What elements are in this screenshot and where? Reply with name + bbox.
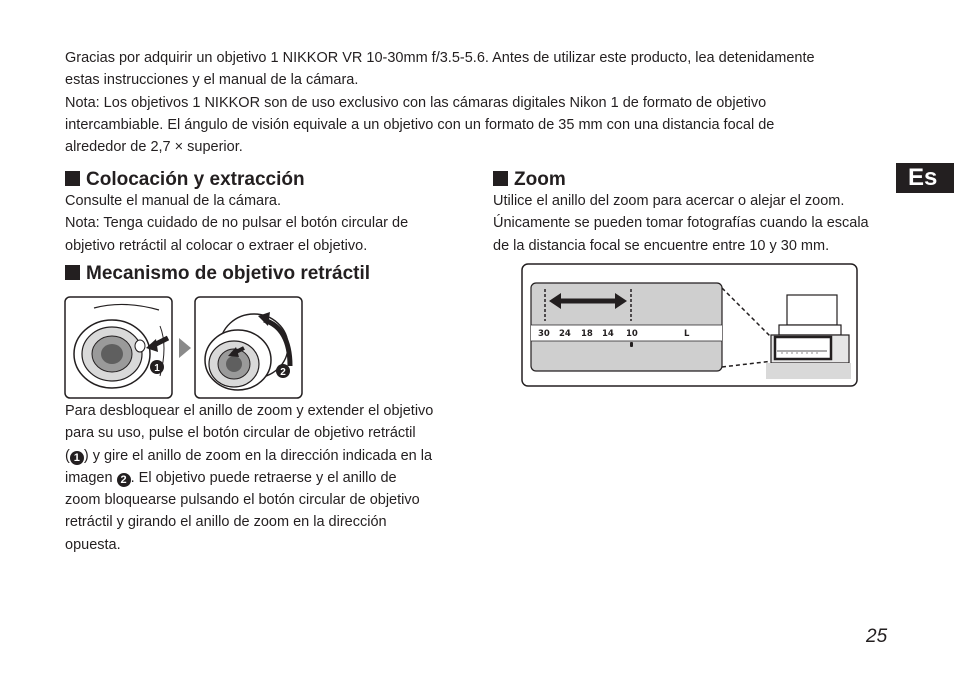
retract-body	[65, 400, 433, 556]
retract-line: Para desbloquear el anillo de zoom y extender el objetivo	[65, 403, 434, 419]
retract-line-rest: . El objetivo puede retraerse y el anillo de	[130, 469, 397, 486]
intro-line: Gracias por adquirir un objetivo 1 NIKKOR VR 10-30mm f/3.5-5.6. Antes de utilizar este producto, lea detenidamente	[65, 50, 815, 66]
retract-line: para su uso, pulse el botón circular de objetivo retráctil	[65, 425, 416, 442]
scale-label-30: 30	[538, 329, 550, 339]
zoom-heading-text: Zoom	[514, 169, 566, 190]
mount-heading	[65, 169, 305, 191]
focal-scale-closeup	[531, 283, 722, 371]
zoom-figure	[521, 263, 859, 389]
lens-panel-1	[65, 297, 172, 398]
retract-line-start: imagen	[65, 469, 117, 486]
retract-line	[65, 467, 433, 489]
retract-heading-text: Mecanismo de objetivo retráctil	[86, 263, 371, 284]
paren-open: (	[65, 447, 70, 464]
page-number: 25	[866, 626, 888, 647]
retract-line	[65, 445, 433, 467]
retract-heading	[65, 263, 370, 285]
lens-panel-2	[195, 297, 302, 398]
zoom-line: de la distancia focal se encuentre entre 10 y 30 mm.	[493, 237, 830, 254]
scale-label-L: L	[684, 329, 690, 339]
mount-body	[65, 190, 408, 257]
retract-figure	[64, 296, 304, 400]
marker-2-badge: 2	[117, 473, 131, 487]
mount-line: objetivo retráctil al colocar o extraer el objetivo.	[65, 237, 368, 254]
intro-line: Nota: Los objetivos 1 NIKKOR son de uso exclusivo con las cámaras digitales Nikon 1 de formato de objetivo	[65, 94, 767, 111]
figure-marker-2	[276, 364, 290, 378]
scale-label-18: 18	[581, 329, 593, 339]
retract-line-rest: ) y gire el anillo de zoom en la dirección indicada en la	[83, 447, 433, 464]
heading-square-icon	[493, 171, 508, 186]
mount-line: Consulte el manual de la cámara.	[65, 193, 282, 209]
zoom-heading	[493, 169, 566, 191]
triangle-arrow-icon	[179, 338, 191, 358]
heading-square-icon	[65, 265, 80, 280]
retract-line: retráctil y girando el anillo de zoom en la dirección	[65, 514, 387, 531]
scale-label-14: 14	[602, 329, 614, 339]
zoom-line: Únicamente se pueden tomar fotografías cuando la escala	[493, 215, 869, 232]
figure-marker-1	[150, 360, 164, 374]
intro-line: alrededor de 2,7 × superior.	[65, 139, 243, 156]
index-mark	[630, 342, 633, 347]
figure-marker-1-label: 1	[154, 363, 160, 374]
zoom-line: Utilice el anillo del zoom para acercar o alejar el zoom.	[493, 193, 845, 209]
intro-line: estas instrucciones y el manual de la cámara.	[65, 72, 359, 89]
heading-square-icon	[65, 171, 80, 186]
language-tab: Es	[896, 163, 954, 193]
marker-1-badge: 1	[70, 451, 84, 465]
scale-label-24: 24	[559, 329, 571, 339]
intro-paragraph	[65, 47, 895, 158]
intro-line: intercambiable. El ángulo de visión equivale a un objetivo con un formato de 35 mm con una distancia focal de	[65, 116, 775, 133]
retract-line: zoom bloquearse pulsando el botón circular de objetivo	[65, 492, 420, 509]
scale-label-10: 10	[626, 329, 638, 339]
figure-marker-2-label: 2	[280, 367, 286, 378]
retract-line: opuesta.	[65, 536, 121, 553]
zoom-body	[493, 190, 869, 257]
mount-heading-text: Colocación y extracción	[86, 169, 305, 190]
mount-line: Nota: Tenga cuidado de no pulsar el botón circular de	[65, 215, 409, 232]
